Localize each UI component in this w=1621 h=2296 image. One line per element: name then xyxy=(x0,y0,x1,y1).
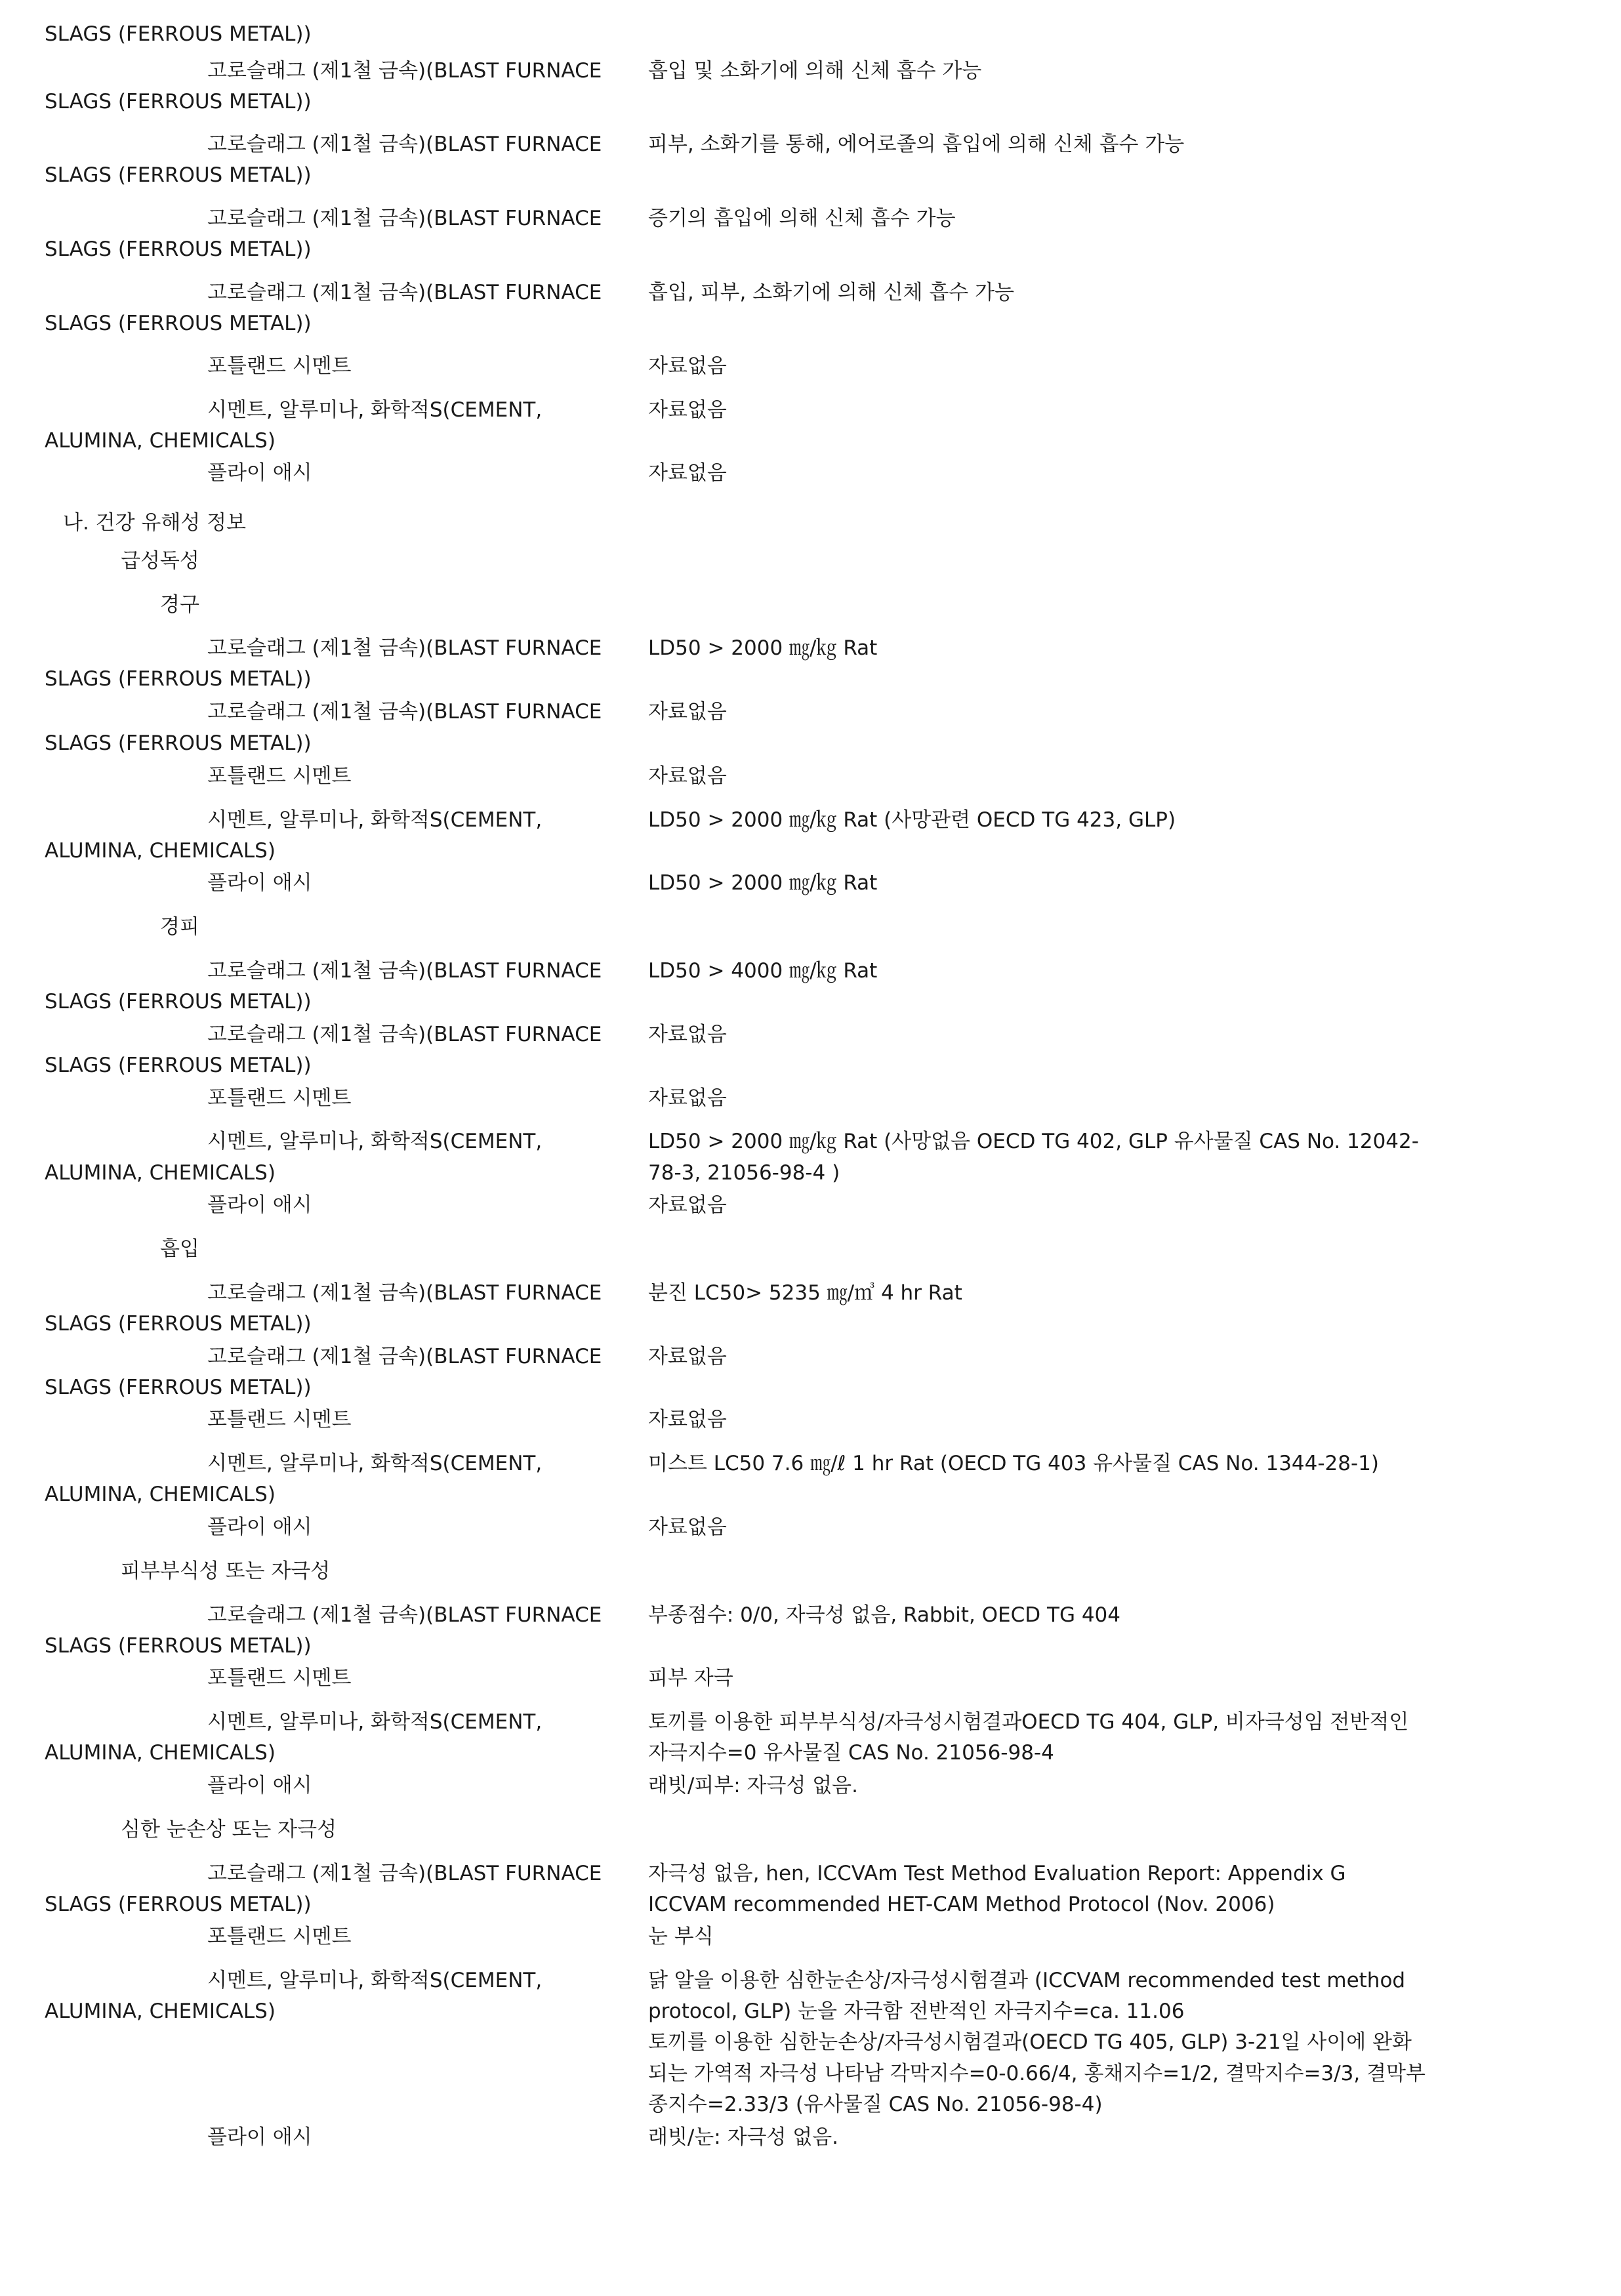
text-line: ALUMINA, CHEMICALS) xyxy=(45,429,276,453)
text-line: SLAGS (FERROUS METAL)) xyxy=(45,1893,312,1916)
text-line: 고로슬래그 (제1철 금속)(BLAST FURNACE xyxy=(207,1345,602,1368)
text-line: SLAGS (FERROUS METAL)) xyxy=(45,312,312,335)
text-line: 플라이 애시 xyxy=(207,1193,312,1217)
text-line: 플라이 애시 xyxy=(207,1515,312,1539)
text-line: 포틀랜드 시멘트 xyxy=(207,1086,352,1110)
text-line: 시멘트, 알루미나, 화학적S(CEMENT, xyxy=(207,808,543,832)
text-line: SLAGS (FERROUS METAL)) xyxy=(45,90,312,113)
text-line: 심한 눈손상 또는 자극성 xyxy=(121,1818,337,1841)
text-line: LD50 > 2000 ㎎/㎏ Rat xyxy=(648,871,878,895)
text-line: 자료없음 xyxy=(648,700,727,724)
text-line: 자료없음 xyxy=(648,764,727,788)
text-line: LD50 > 2000 ㎎/㎏ Rat (사망관련 OECD TG 423, GLP) xyxy=(648,808,1176,832)
text-line: 플라이 애시 xyxy=(207,2125,312,2149)
text-line: 포틀랜드 시멘트 xyxy=(207,1925,352,1948)
text-line: 자료없음 xyxy=(648,1345,727,1368)
text-line: 경피 xyxy=(160,915,199,939)
text-line: 래빗/눈: 자극성 없음. xyxy=(648,2125,839,2149)
text-line: 자료없음 xyxy=(648,1023,727,1046)
text-line: 급성독성 xyxy=(121,549,199,573)
text-line: 포틀랜드 시멘트 xyxy=(207,1666,352,1690)
text-line: 눈 부식 xyxy=(648,1925,714,1948)
text-line: 토끼를 이용한 피부부식성/자극성시험결과OECD TG 404, GLP, 비자극성임 전반적인 xyxy=(648,1710,1409,1734)
text-line: SLAGS (FERROUS METAL)) xyxy=(45,1312,312,1336)
text-line: 시멘트, 알루미나, 화학적S(CEMENT, xyxy=(207,1710,543,1734)
text-line: 피부 자극 xyxy=(648,1666,733,1690)
text-line: 닭 알을 이용한 심한눈손상/자극성시험결과 (ICCVAM recommended test method xyxy=(648,1969,1406,1992)
text-line: 경구 xyxy=(160,593,199,617)
text-line: 시멘트, 알루미나, 화학적S(CEMENT, xyxy=(207,1130,543,1153)
text-line: SLAGS (FERROUS METAL)) xyxy=(45,731,312,755)
text-line: 포틀랜드 시멘트 xyxy=(207,1408,352,1431)
text-line: SLAGS (FERROUS METAL)) xyxy=(45,237,312,261)
text-line: 피부, 소화기를 통해, 에어로졸의 흡입에 의해 신체 흡수 가능 xyxy=(648,133,1185,156)
text-line: 종지수=2.33/3 (유사물질 CAS No. 21056-98-4) xyxy=(648,2093,1103,2116)
text-line: 플라이 애시 xyxy=(207,871,312,895)
text-line: 자극지수=0 유사물질 CAS No. 21056-98-4 xyxy=(648,1741,1054,1765)
text-line: SLAGS (FERROUS METAL)) xyxy=(45,1634,312,1658)
text-line: 자료없음 xyxy=(648,354,727,378)
text-line: 나. 건강 유해성 정보 xyxy=(63,511,246,535)
text-line: LD50 > 2000 ㎎/㎏ Rat xyxy=(648,636,878,660)
text-line: 되는 가역적 자극성 나타남 각막지수=0-0.66/4, 홍채지수=1/2, 결막지수=3/3, 결막부 xyxy=(648,2062,1426,2085)
text-line: 고로슬래그 (제1철 금속)(BLAST FURNACE xyxy=(207,700,602,724)
text-line: ALUMINA, CHEMICALS) xyxy=(45,1161,276,1185)
text-line: SLAGS (FERROUS METAL)) xyxy=(45,990,312,1014)
text-line: 래빗/피부: 자극성 없음. xyxy=(648,1774,858,1797)
text-line: 고로슬래그 (제1철 금속)(BLAST FURNACE xyxy=(207,207,602,230)
text-line: SLAGS (FERROUS METAL)) xyxy=(45,1054,312,1077)
text-line: 고로슬래그 (제1철 금속)(BLAST FURNACE xyxy=(207,959,602,983)
text-line: 자극성 없음, hen, ICCVAm Test Method Evaluation Report: Appendix G xyxy=(648,1862,1346,1885)
text-line: protocol, GLP) 눈을 자극함 전반적인 자극지수=ca. 11.06 xyxy=(648,1999,1185,2023)
text-line: 포틀랜드 시멘트 xyxy=(207,764,352,788)
text-line: 78-3, 21056-98-4 ) xyxy=(648,1161,840,1185)
text-line: 자료없음 xyxy=(648,398,727,422)
text-line: 시멘트, 알루미나, 화학적S(CEMENT, xyxy=(207,1452,543,1475)
text-line: 고로슬래그 (제1철 금속)(BLAST FURNACE xyxy=(207,1603,602,1627)
text-line: ALUMINA, CHEMICALS) xyxy=(45,1999,276,2023)
text-line: 토끼를 이용한 심한눈손상/자극성시험결과(OECD TG 405, GLP) 3-21일 사이에 완화 xyxy=(648,2030,1412,2054)
text-line: LD50 > 2000 ㎎/㎏ Rat (사망없음 OECD TG 402, GLP 유사물질 CAS No. 12042- xyxy=(648,1130,1419,1153)
text-line: ALUMINA, CHEMICALS) xyxy=(45,1741,276,1765)
text-line: 고로슬래그 (제1철 금속)(BLAST FURNACE xyxy=(207,59,602,83)
text-line: ALUMINA, CHEMICALS) xyxy=(45,839,276,863)
text-line: SLAGS (FERROUS METAL)) xyxy=(45,667,312,691)
text-line: 흡입 xyxy=(160,1237,199,1261)
text-line: 플라이 애시 xyxy=(207,461,312,485)
text-line: SLAGS (FERROUS METAL)) xyxy=(45,163,312,187)
text-line: 분진 LC50> 5235 ㎎/㎥ 4 hr Rat xyxy=(648,1281,962,1305)
text-line: 시멘트, 알루미나, 화학적S(CEMENT, xyxy=(207,1969,543,1992)
text-line: 피부부식성 또는 자극성 xyxy=(121,1559,331,1583)
text-line: 자료없음 xyxy=(648,1515,727,1539)
text-line: 고로슬래그 (제1철 금속)(BLAST FURNACE xyxy=(207,281,602,304)
text-line: 미스트 LC50 7.6 ㎎/ℓ 1 hr Rat (OECD TG 403 유사물질 CAS No. 1344-28-1) xyxy=(648,1452,1380,1475)
text-line: 자료없음 xyxy=(648,1408,727,1431)
text-line: SLAGS (FERROUS METAL)) xyxy=(45,1376,312,1399)
text-line: 플라이 애시 xyxy=(207,1774,312,1797)
text-line: 흡입 및 소화기에 의해 신체 흡수 가능 xyxy=(648,59,982,83)
text-line: 부종점수: 0/0, 자극성 없음, Rabbit, OECD TG 404 xyxy=(648,1603,1120,1627)
text-line: 흡입, 피부, 소화기에 의해 신체 흡수 가능 xyxy=(648,281,1014,304)
text-line: ICCVAM recommended HET-CAM Method Protocol (Nov. 2006) xyxy=(648,1893,1275,1916)
text-line: 포틀랜드 시멘트 xyxy=(207,354,352,378)
text-line: 고로슬래그 (제1철 금속)(BLAST FURNACE xyxy=(207,1862,602,1885)
text-line: SLAGS (FERROUS METAL)) xyxy=(45,22,312,46)
text-line: 고로슬래그 (제1철 금속)(BLAST FURNACE xyxy=(207,133,602,156)
text-line: 자료없음 xyxy=(648,1193,727,1217)
text-line: 자료없음 xyxy=(648,1086,727,1110)
text-line: 고로슬래그 (제1철 금속)(BLAST FURNACE xyxy=(207,1281,602,1305)
text-line: ALUMINA, CHEMICALS) xyxy=(45,1483,276,1506)
text-line: 고로슬래그 (제1철 금속)(BLAST FURNACE xyxy=(207,1023,602,1046)
text-line: 자료없음 xyxy=(648,461,727,485)
text-line: 고로슬래그 (제1철 금속)(BLAST FURNACE xyxy=(207,636,602,660)
text-line: 시멘트, 알루미나, 화학적S(CEMENT, xyxy=(207,398,543,422)
text-line: 증기의 흡입에 의해 신체 흡수 가능 xyxy=(648,207,956,230)
text-line: LD50 > 4000 ㎎/㎏ Rat xyxy=(648,959,878,983)
